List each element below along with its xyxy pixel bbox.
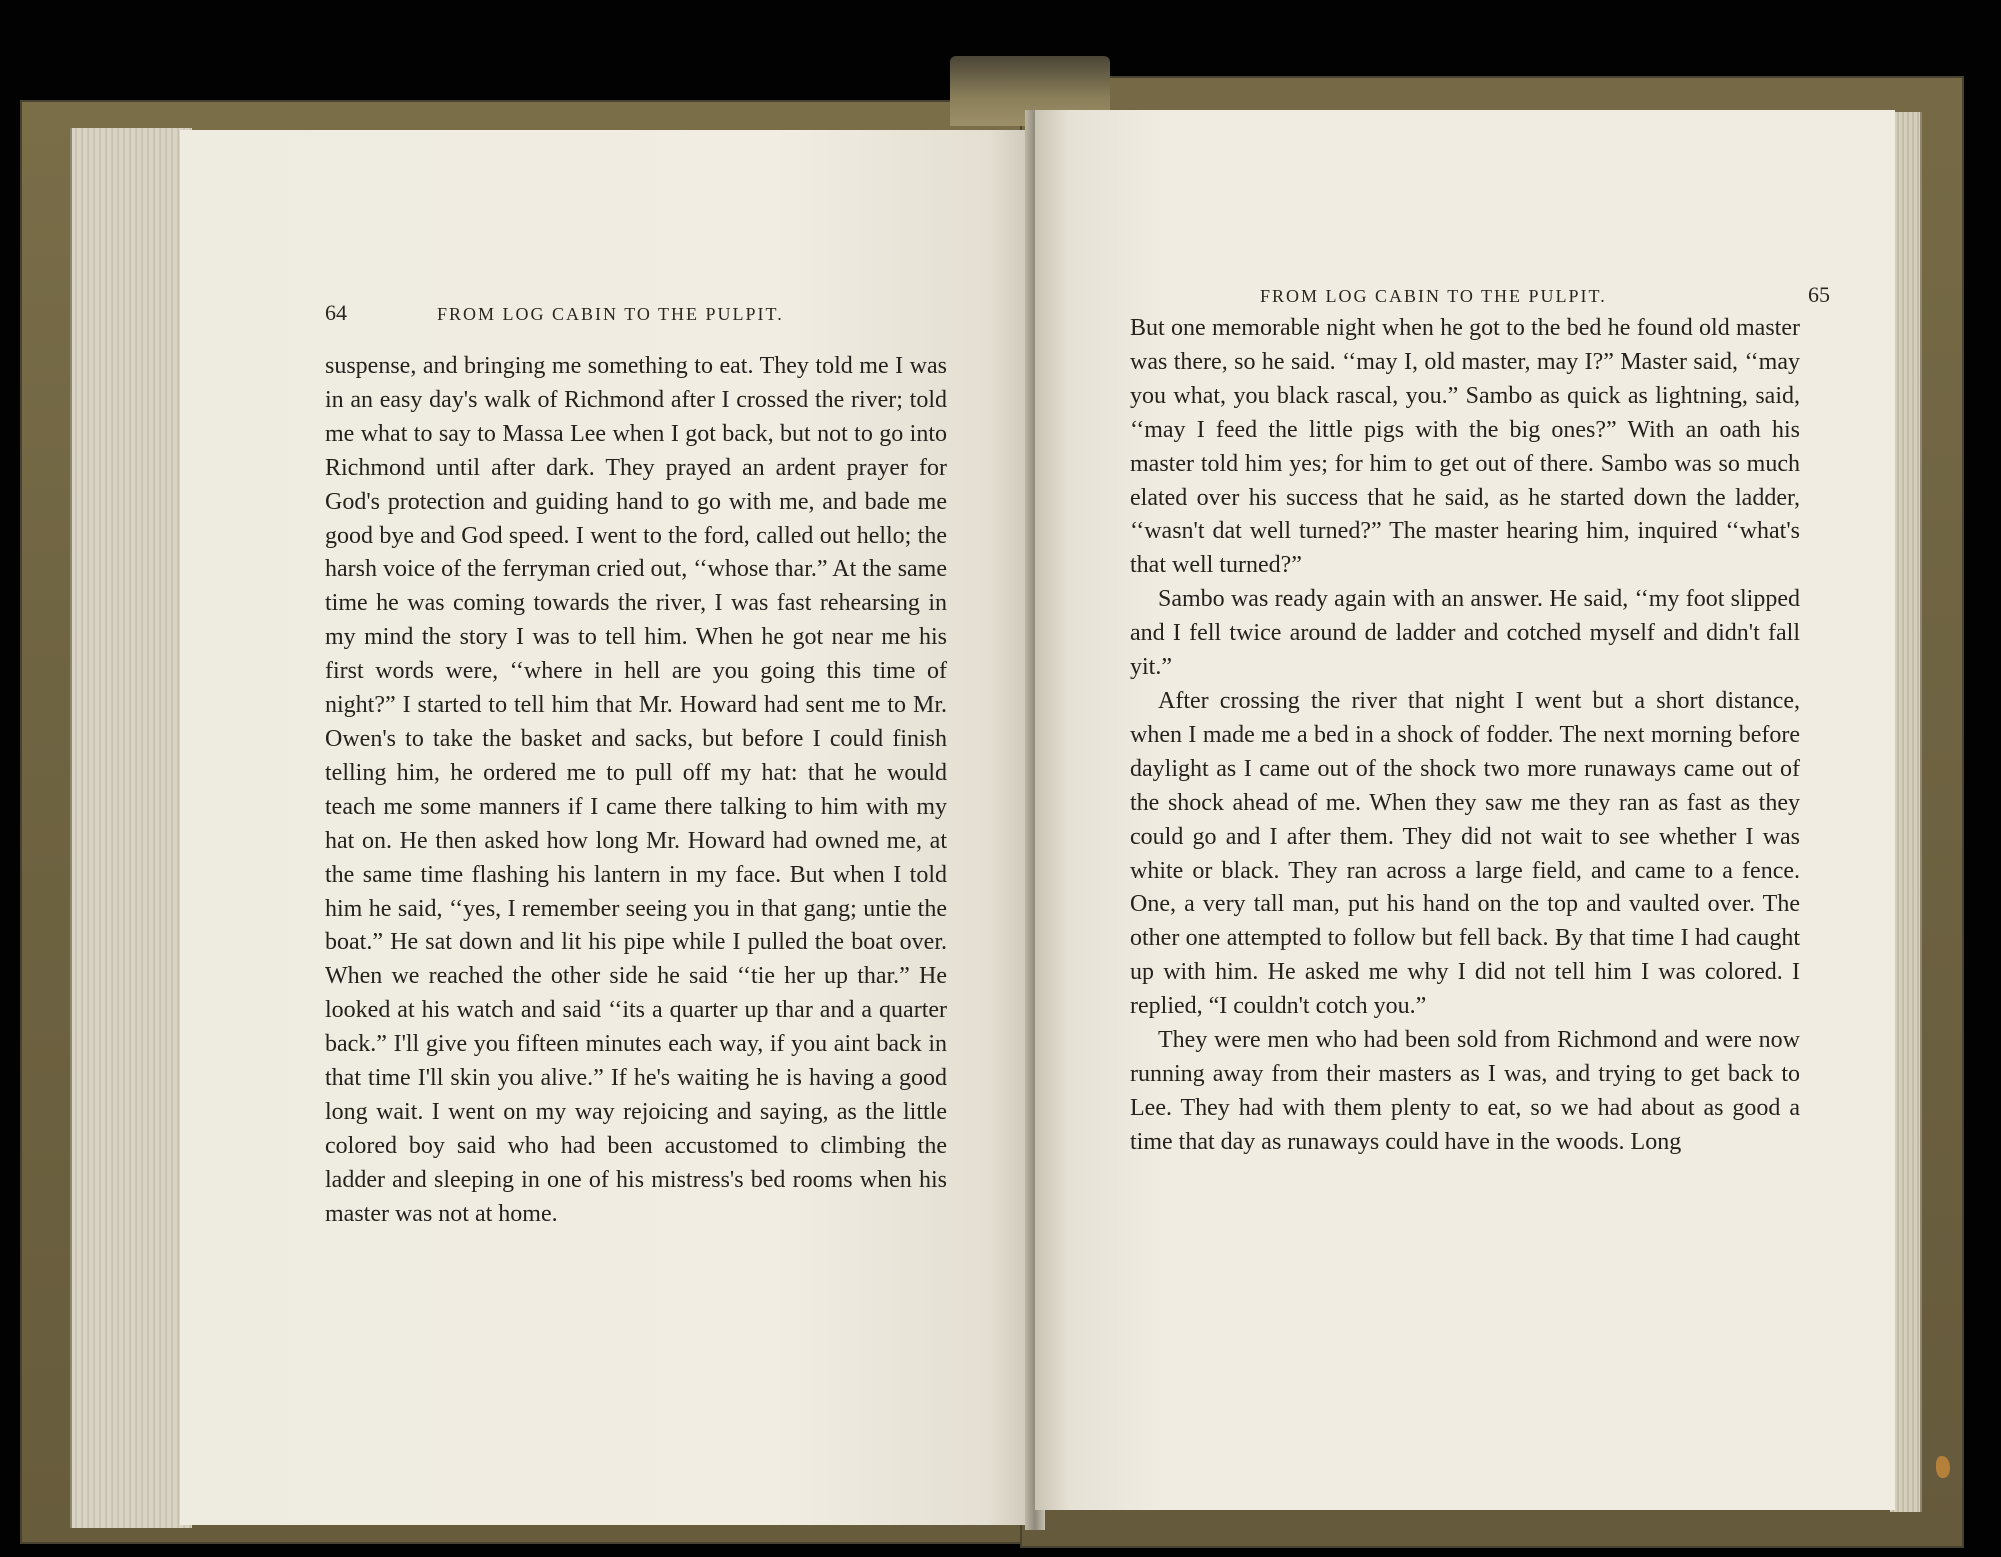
right-running-title: FROM LOG CABIN TO THE PULPIT. <box>1260 286 1607 306</box>
right-paragraph: But one memorable night when he got to the bed he found old master was there, so he said. ‘‘may I, old master, may I?” Master said, ‘‘may you what, you black rascal, you.” Sambo as quick as lightning, said, ‘‘may I feed the little pigs with the big ones?” With an oath his master told him yes; for him to get out of there. Sambo was so much elated over his success that he said, as he started down the ladder, ‘‘wasn't dat well turned?” The master hearing him, inquired ‘‘what's that well turned?” <box>1130 315 1800 579</box>
right-page-number: 65 <box>1808 282 1830 307</box>
left-paragraph: suspense, and bringing me something to eat. They told me I was in an easy day's walk of Richmond after I crossed the river; told me what to say to Massa Lee when I got back, but not to go into Richmond until after dark. They prayed an ardent prayer for God's protection and guiding hand to go with me, and bade me good bye and God speed. I went to the ford, called out hello; the harsh voice of the ferryman cried out, ‘‘whose thar.” At the same time he was coming towards the river, I was fast rehearsing in my mind the story I was to tell him. When he got near me his first words were, ‘‘where in hell are you going this time of night?” I started to tell him that Mr. Howard had sent me to Mr. Owen's to take the basket and sacks, but before I could finish telling him, he ordered me to pull off my hat: that he would teach me some manners if I came there talking to him with my hat on. He then asked how long Mr. Howard had owned me, at the same time flashing his lantern in my face. But when I told him he said, ‘‘yes, I remember seeing you in that gang; untie the boat.” He sat down and lit his pipe while I pulled the boat over. When we reached the other side he said ‘‘tie her up thar.” He looked at his watch and said ‘‘its a quarter up thar and a quarter back.” I'll give you fifteen minutes each way, if you aint back in that time I'll skin you alive.” If he's waiting he is having a good long wait. I went on my way rejoicing and saying, as the little colored boy said who had been accustomed to climbing the ladder and sleeping in one of his mistress's bed rooms when his master was not at home. <box>325 353 947 1227</box>
right-body-text <box>1130 312 1800 1160</box>
left-running-head <box>325 300 945 326</box>
left-page <box>180 130 1030 1525</box>
right-paragraph: They were men who had been sold from Richmond and were now running away from their masters as I was, and trying to get back to Lee. They had with them plenty to eat, so we had about as good a time that day as runaways could have in the woods. Long <box>1130 1027 1800 1155</box>
right-page <box>1035 110 1895 1510</box>
page-edges-left <box>70 128 192 1528</box>
left-page-number: 64 <box>325 300 347 325</box>
page-stain <box>1936 1456 1950 1478</box>
right-running-head <box>1260 282 1830 308</box>
right-paragraph: Sambo was ready again with an answer. He said, ‘‘my foot slipped and I fell twice around de ladder and cotched myself and didn't fall yit.” <box>1130 586 1800 681</box>
right-paragraph: After crossing the river that night I went but a short distance, when I made me a bed in a shock of fodder. The next morning before daylight as I came out of the shock two more runaways came out of the shock ahead of me. When they saw me they ran as fast as they could go and I after them. They did not wait to see whether I was white or black. They ran across a large field, and came to a fence. One, a very tall man, put his hand on the top and vaulted over. The other one attempted to follow but fell back. By that time I had caught up with him. He asked me why I did not tell him I was colored. I replied, “I couldn't cotch you.” <box>1130 687 1800 1020</box>
left-running-title: FROM LOG CABIN TO THE PULPIT. <box>437 304 784 324</box>
left-body-text <box>325 350 947 1232</box>
